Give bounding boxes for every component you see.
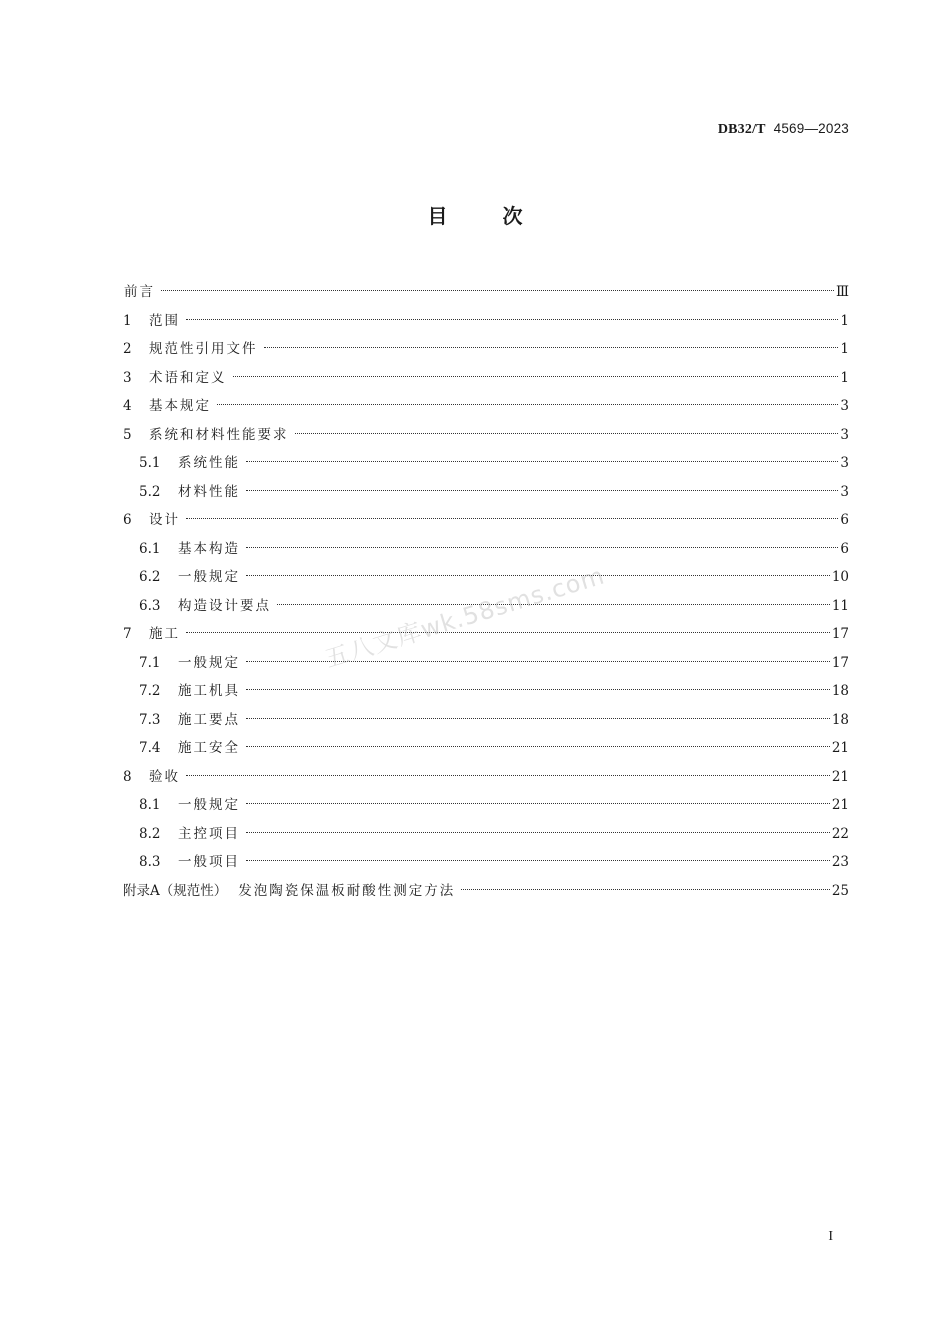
toc-entry-number: 7.4 [139, 740, 161, 756]
toc-entry-page: 6 [840, 512, 849, 528]
toc-leader-dots [186, 319, 838, 320]
toc-entry-page: 1 [840, 369, 849, 386]
toc-entry-label: 基本规定 [149, 398, 211, 414]
toc-entry-label: 一般规定 [178, 654, 240, 671]
toc-leader-dots [246, 689, 830, 690]
toc-leader-dots [246, 832, 830, 833]
toc-heading-char-2: 次 [502, 204, 523, 228]
toc-entry[interactable] [123, 679, 849, 708]
toc-entry[interactable] [123, 736, 849, 765]
toc-entry[interactable] [123, 394, 849, 423]
toc-entry-page: Ⅲ [835, 284, 849, 300]
toc-entry[interactable] [123, 480, 849, 509]
toc-entry[interactable] [123, 765, 849, 794]
watermark: 五八文库wk.58sms.com [321, 561, 609, 674]
toc-entry-page: 3 [840, 483, 849, 500]
toc-entry-number: 5.2 [139, 483, 161, 500]
toc-entry-label: 施工要点 [178, 711, 240, 728]
toc-entry-number: 8.1 [139, 797, 161, 813]
toc-entry-label: 一般规定 [178, 569, 240, 585]
toc-entry-page: 3 [840, 426, 849, 443]
toc-leader-dots [233, 376, 839, 377]
toc-entry-number: 6.3 [139, 597, 161, 614]
toc-entry-label: 设计 [149, 512, 180, 528]
toc-entry-page: 1 [840, 312, 849, 329]
toc-entry-number: 附录A（规范性） [123, 882, 228, 899]
toc-entry-number: 7.1 [139, 654, 161, 671]
toc-leader-dots [461, 889, 830, 890]
toc-entry-number: 7.2 [139, 683, 161, 699]
toc-leader-dots [246, 746, 830, 747]
toc-entry-number: 1 [123, 312, 132, 329]
toc-entry[interactable] [123, 451, 849, 480]
toc-entry-page: 1 [840, 341, 849, 357]
toc-entry-page: 18 [831, 683, 849, 699]
toc-entry[interactable] [123, 850, 849, 879]
toc-entry[interactable] [123, 508, 849, 537]
toc-entry-label: 系统和材料性能要求 [149, 426, 289, 443]
toc-entry-page: 23 [831, 854, 849, 870]
toc-entry-page: 17 [831, 626, 849, 642]
toc-leader-dots [246, 718, 830, 719]
toc-entry[interactable] [123, 879, 849, 908]
toc-leader-dots [246, 461, 838, 462]
toc-entry-page: 6 [840, 540, 849, 557]
toc-entry-label: 基本构造 [178, 540, 240, 557]
toc-entry-number: 8.3 [139, 854, 161, 870]
toc-entry-page: 18 [831, 711, 849, 728]
page-number: I [828, 1229, 833, 1244]
toc-entry-page: 17 [831, 654, 849, 671]
toc-entry-number: 5 [123, 426, 132, 443]
toc-entry-number: 7 [123, 626, 132, 642]
standard-number: 4569—2023 [773, 121, 849, 136]
toc-entry[interactable] [123, 793, 849, 822]
toc-leader-dots [246, 860, 830, 861]
toc-entry-page: 21 [831, 797, 849, 813]
toc-entry-page: 3 [840, 398, 849, 414]
toc-leader-dots [246, 803, 830, 804]
toc-leader-dots [217, 404, 838, 405]
toc-entry-number: 5.1 [139, 455, 161, 471]
toc-entry[interactable] [123, 822, 849, 851]
toc-entry-label: 一般项目 [178, 854, 240, 870]
toc-heading [0, 200, 950, 229]
toc-heading-char-1: 目 [427, 204, 448, 228]
toc-entry-page: 22 [831, 825, 849, 842]
toc-leader-dots [246, 547, 838, 548]
toc-entry-label: 规范性引用文件 [149, 341, 258, 357]
toc-entry[interactable] [123, 423, 849, 452]
toc-leader-dots [264, 347, 839, 348]
standard-prefix: DB32/T [717, 122, 766, 137]
toc-leader-dots [295, 433, 839, 434]
toc-entry-number: 2 [123, 341, 132, 357]
toc-entry-number: 6.1 [139, 540, 161, 557]
toc-entry-number: 6.2 [139, 569, 161, 585]
toc-entry[interactable] [123, 309, 849, 338]
toc-leader-dots [161, 290, 834, 291]
toc-entry[interactable] [123, 366, 849, 395]
toc-entry-number: 7.3 [139, 711, 161, 728]
toc-entry[interactable] [123, 651, 849, 680]
toc-entry[interactable] [123, 280, 849, 309]
toc-entry-label: 一般规定 [178, 797, 240, 813]
toc-entry-label: 构造设计要点 [178, 597, 271, 614]
toc-entry-label: 验收 [149, 768, 180, 785]
toc-entry-label: 前言 [124, 284, 155, 300]
toc-entry[interactable] [123, 708, 849, 737]
toc-entry-number: 3 [123, 369, 132, 386]
toc-entry-label: 术语和定义 [149, 369, 227, 386]
toc-entry-label: 施工安全 [178, 740, 240, 756]
toc-entry-page: 21 [831, 768, 849, 785]
toc-entry-label: 范围 [149, 312, 180, 329]
toc-entry-number: 6 [123, 512, 132, 528]
toc-leader-dots [246, 490, 838, 491]
toc-entry-number: 4 [123, 398, 132, 414]
toc-entry-label: 施工 [149, 626, 180, 642]
toc-entry-page: 10 [831, 569, 849, 585]
toc-entry-page: 25 [831, 882, 849, 899]
toc-entry-label: 系统性能 [178, 455, 240, 471]
toc-leader-dots [186, 632, 830, 633]
toc-entry-label: 材料性能 [178, 483, 240, 500]
toc-entry-label: 施工机具 [178, 683, 240, 699]
toc-entry-page: 3 [840, 455, 849, 471]
toc-entry-label: 主控项目 [178, 825, 240, 842]
toc-entry-page: 11 [831, 597, 849, 614]
toc-leader-dots [186, 518, 838, 519]
toc-entry[interactable] [123, 337, 849, 366]
standard-code [718, 121, 849, 138]
toc-entry-number: 8 [123, 768, 132, 785]
toc-entry-page: 21 [831, 740, 849, 756]
toc-leader-dots [186, 775, 830, 776]
toc-entry-number: 8.2 [139, 825, 161, 842]
toc-entry-label: 发泡陶瓷保温板耐酸性测定方法 [238, 882, 456, 899]
toc-entry[interactable] [123, 537, 849, 566]
